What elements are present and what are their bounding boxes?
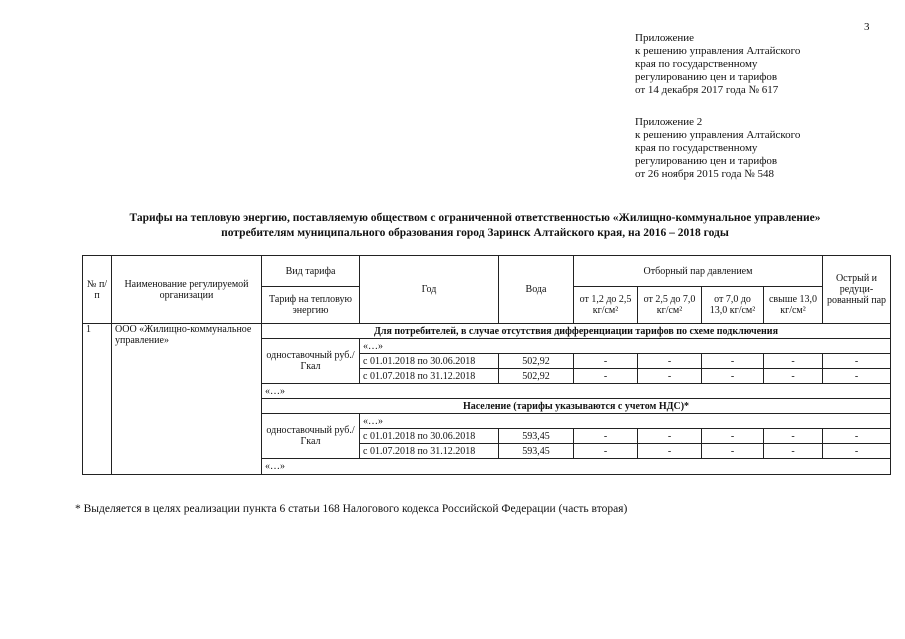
ellipsis: «…» xyxy=(360,339,891,354)
pressure-2-value: - xyxy=(638,444,702,459)
tariff-label: одноставочный руб./Гкал xyxy=(262,339,360,384)
pressure-1-value: - xyxy=(574,444,638,459)
annex-line: к решению управления Алтайского xyxy=(635,45,801,57)
annex-reference-1 xyxy=(635,32,800,97)
sharp-steam-value: - xyxy=(823,369,891,384)
period-cell: с 01.07.2018 по 31.12.2018 xyxy=(360,369,499,384)
pressure-3-value: - xyxy=(702,444,764,459)
pressure-1-value: - xyxy=(574,429,638,444)
sharp-steam-value: - xyxy=(823,444,891,459)
annex-line: края по государственному xyxy=(635,58,758,70)
footnote: * Выделяется в целях реализации пункта 6 статьи 168 Налогового кодекса Российской Федерации (часть вторая) xyxy=(75,503,628,515)
period-cell: с 01.01.2018 по 30.06.2018 xyxy=(360,354,499,369)
water-value: 593,45 xyxy=(499,429,574,444)
pressure-4-value: - xyxy=(764,369,823,384)
period-cell: с 01.07.2018 по 31.12.2018 xyxy=(360,444,499,459)
annex-reference-2 xyxy=(635,116,800,181)
pressure-4-value: - xyxy=(764,429,823,444)
header-tariff-type: Вид тарифа xyxy=(262,256,360,287)
header-tariff-subtype: Тариф на тепловую энергию xyxy=(262,287,360,324)
title-line-2: потребителям муниципального образования город Заринск Алтайского края, на 2016 – 2018 годы xyxy=(221,227,729,239)
annex-line: регулированию цен и тарифов xyxy=(635,71,778,83)
organization-name: ООО «Жилищно-коммунальное управление» xyxy=(112,324,262,475)
header-pressure-2: от 2,5 до 7,0 кг/см² xyxy=(638,287,702,324)
water-value: 502,92 xyxy=(499,369,574,384)
annex-line: от 14 декабря 2017 года № 617 xyxy=(635,84,779,96)
header-pressure-1: от 1,2 до 2,5 кг/см² xyxy=(574,287,638,324)
sharp-steam-value: - xyxy=(823,429,891,444)
document-title xyxy=(60,211,890,241)
header-number: № п/п xyxy=(83,256,112,324)
sharp-steam-value: - xyxy=(823,354,891,369)
annex-line: Приложение xyxy=(635,32,695,44)
page-number: 3 xyxy=(864,21,870,33)
header-pressure-4: свыше 13,0 кг/см² xyxy=(764,287,823,324)
header-water: Вода xyxy=(499,256,574,324)
ellipsis: «…» xyxy=(262,459,891,475)
pressure-1-value: - xyxy=(574,369,638,384)
title-line-1: Тарифы на тепловую энергию, поставляемую обществом с ограниченной ответственностью «Жилищно-коммунальное управление» xyxy=(129,212,821,224)
pressure-4-value: - xyxy=(764,354,823,369)
period-cell: с 01.01.2018 по 30.06.2018 xyxy=(360,429,499,444)
header-sharp-steam: Острый и редуци-рованный пар xyxy=(823,256,891,324)
header-steam: Отборный пар давлением xyxy=(574,256,823,287)
water-value: 593,45 xyxy=(499,444,574,459)
annex-line: от 26 ноября 2015 года № 548 xyxy=(635,168,774,180)
header-year: Год xyxy=(360,256,499,324)
section-heading-population: Население (тарифы указываются с учетом НДС)* xyxy=(262,399,891,414)
pressure-1-value: - xyxy=(574,354,638,369)
annex-line: Приложение 2 xyxy=(635,116,703,128)
water-value: 502,92 xyxy=(499,354,574,369)
tariff-table xyxy=(82,255,891,475)
header-pressure-3: от 7,0 до 13,0 кг/см² xyxy=(702,287,764,324)
section-heading-consumers: Для потребителей, в случае отсутствия дифференциации тарифов по схеме подключения xyxy=(262,324,891,339)
row-number: 1 xyxy=(83,324,112,475)
header-organization: Наименование регулируемой организации xyxy=(112,256,262,324)
annex-line: регулированию цен и тарифов xyxy=(635,155,778,167)
ellipsis: «…» xyxy=(360,414,891,429)
tariff-label: одноставочный руб./Гкал xyxy=(262,414,360,459)
annex-line: края по государственному xyxy=(635,142,758,154)
ellipsis: «…» xyxy=(262,384,891,399)
pressure-2-value: - xyxy=(638,354,702,369)
pressure-2-value: - xyxy=(638,369,702,384)
pressure-3-value: - xyxy=(702,354,764,369)
pressure-3-value: - xyxy=(702,429,764,444)
pressure-4-value: - xyxy=(764,444,823,459)
pressure-3-value: - xyxy=(702,369,764,384)
annex-line: к решению управления Алтайского xyxy=(635,129,801,141)
pressure-2-value: - xyxy=(638,429,702,444)
